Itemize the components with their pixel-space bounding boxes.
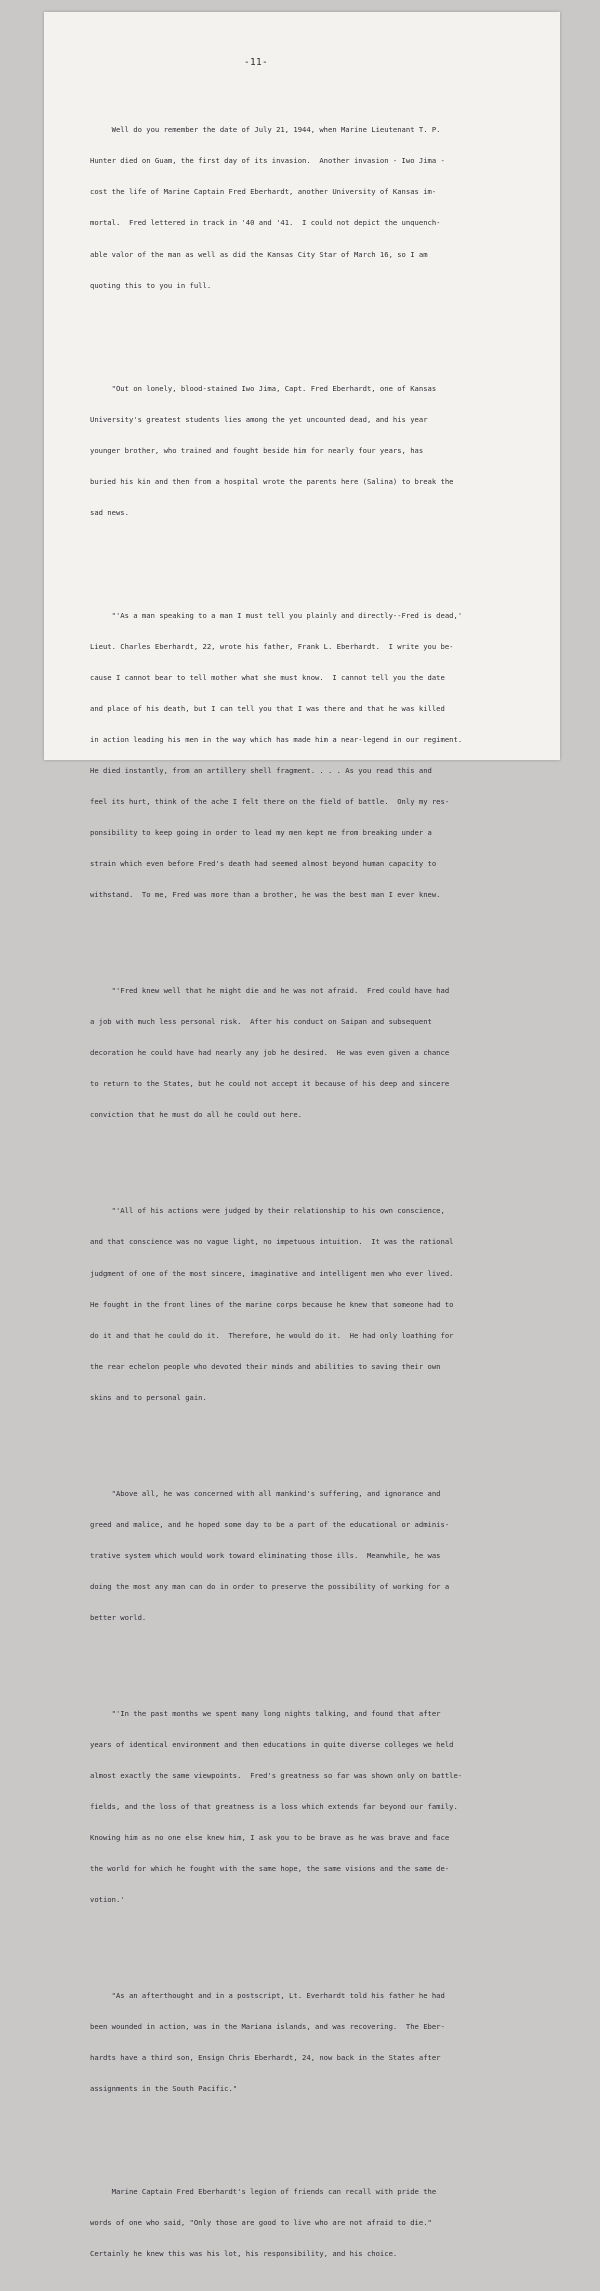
letter-body — [90, 84, 550, 2291]
text-line: Certainly he knew this was his lot, his responsibility, and his choice. — [90, 2249, 398, 2259]
paragraph-postscript — [90, 1971, 550, 2116]
text-line: "Above all, he was concerned with all mankind's suffering, and ignorance and — [90, 1488, 441, 1498]
text-line: hardts have a third son, Ensign Chris Eberhardt, 24, now back in the States after — [90, 2053, 441, 2063]
paragraph-letter-5 — [90, 1688, 550, 1926]
text-line: quoting this to you in full. — [90, 280, 212, 290]
text-line: skins and to personal gain. — [90, 1392, 207, 1402]
text-line: mortal. Fred lettered in track in '40 and '41. I could not depict the unquench- — [90, 218, 441, 228]
text-line: the rear echelon people who devoted their minds and abilities to saving their own — [90, 1361, 441, 1371]
paragraph-gap — [90, 1162, 550, 1165]
text-line: fields, and the loss of that greatness is a loss which extends far beyond our family. — [90, 1802, 458, 1812]
text-line: greed and malice, and he hoped some day to be a part of the educational or adminis- — [90, 1519, 450, 1529]
text-line: better world. — [90, 1612, 147, 1622]
text-line: Knowing him as no one else knew him, I ask you to be brave as he was brave and face — [90, 1833, 450, 1843]
text-line: buried his kin and then from a hospital wrote the parents here (Salina) to break the — [90, 476, 454, 486]
text-line: cost the life of Marine Captain Fred Eberhardt, another University of Kansas im- — [90, 187, 437, 197]
text-line: able valor of the man as well as did the Kansas City Star of March 16, so I am — [90, 249, 428, 259]
text-line: and place of his death, but I can tell you that I was there and that he was killed — [90, 703, 445, 713]
text-line: younger brother, who trained and fought beside him for nearly four years, has — [90, 445, 424, 455]
paragraph-gap — [90, 332, 550, 342]
text-line: Marine Captain Fred Eberhardt's legion of friends can recall with pride the — [90, 2187, 437, 2197]
text-line: ponsibility to keep going in order to lead my men kept me from breaking under a — [90, 828, 432, 838]
page-number: -11- — [244, 57, 269, 68]
paragraph-letter-2 — [90, 966, 550, 1142]
text-line: almost exactly the same viewpoints. Fred's greatness so far was shown only on battle- — [90, 1771, 463, 1780]
paragraph-intro — [90, 105, 550, 312]
text-line: judgment of one of the most sincere, imaginative and intelligent men who ever lived. — [90, 1268, 454, 1278]
paragraph-letter-4 — [90, 1468, 550, 1644]
text-line: withstand. To me, Fred was more than a brother, he was the best man I ever knew. — [90, 890, 441, 900]
text-line: Lieut. Charles Eberhardt, 22, wrote his father, Frank L. Eberhardt. I write you be- — [90, 641, 454, 651]
text-line: University's greatest students lies among the yet uncounted dead, and his year — [90, 414, 428, 424]
text-line: do it and that he could do it. Therefore, he would do it. He had only loathing for — [90, 1330, 454, 1340]
text-line: "'In the past months we spent many long nights talking, and found that after — [90, 1708, 441, 1718]
text-line: He fought in the front lines of the marine corps because he knew that someone had to — [90, 1299, 454, 1309]
text-line: to return to the States, but he could not accept it because of his deep and sincere — [90, 1079, 450, 1089]
text-line: doing the most any man can do in order to preserve the possibility of working for a — [90, 1581, 450, 1591]
text-line: sad news. — [90, 507, 129, 517]
text-line: and that conscience was no vague light, no impetuous intuition. It was the rational — [90, 1237, 454, 1247]
text-line: Hunter died on Guam, the first day of its invasion. Another invasion - Iwo Jima - — [90, 156, 445, 166]
text-line: "As an afterthought and in a postscript, Lt. Everhardt told his father he had — [90, 1991, 445, 2001]
text-line: the world for which he fought with the same hope, the same visions and the same de- — [90, 1864, 450, 1874]
paragraph-quote-start — [90, 363, 550, 539]
text-line: assignments in the South Pacific." — [90, 2084, 238, 2094]
paragraph-gap — [90, 1665, 550, 1668]
text-line: conviction that he must do all he could out here. — [90, 1110, 303, 1120]
paragraph-gap — [90, 2136, 550, 2146]
paragraph-gap — [90, 942, 550, 945]
text-line: trative system which would work toward eliminating those ills. Meanwhile, he was — [90, 1550, 441, 1560]
text-line: Well do you remember the date of July 21, 1944, when Marine Lieutenant T. P. — [90, 125, 441, 135]
text-line: cause I cannot bear to tell mother what she must know. I cannot tell you the date — [90, 672, 445, 682]
text-line: a job with much less personal risk. After his conduct on Saipan and subsequent — [90, 1017, 432, 1027]
text-line: words of one who said, "Only those are good to live who are not afraid to die." — [90, 2218, 432, 2228]
text-line: "'All of his actions were judged by their relationship to his own conscience, — [90, 1206, 445, 1216]
text-line: years of identical environment and then educations in quite diverse colleges we held — [90, 1739, 454, 1749]
text-line: feel its hurt, think of the ache I felt there on the field of battle. Only my res- — [90, 797, 450, 807]
paragraph-gap — [90, 559, 550, 569]
paragraph-letter-3 — [90, 1186, 550, 1424]
text-line: "Out on lonely, blood-stained Iwo Jima, Capt. Fred Eberhardt, one of Kansas — [90, 383, 437, 393]
text-line: "'Fred knew well that he might die and he was not afraid. Fred could have had — [90, 986, 450, 996]
text-line: strain which even before Fred's death had seemed almost beyond human capacity to — [90, 859, 437, 869]
paragraph-gap — [90, 1444, 550, 1447]
text-line: been wounded in action, was in the Mariana islands, and was recovering. The Eber- — [90, 2022, 445, 2032]
paragraph-letter-1 — [90, 590, 550, 921]
text-line: "'As a man speaking to a man I must tell you plainly and directly--Fred is dead,' — [90, 610, 463, 620]
text-line: He died instantly, from an artillery shell fragment. . . . As you read this and — [90, 766, 432, 775]
paragraph-closing — [90, 2167, 550, 2281]
text-line: votion.' — [90, 1895, 125, 1905]
text-line: decoration he could have had nearly any job he desired. He was even given a chance — [90, 1048, 450, 1058]
paragraph-gap — [90, 1947, 550, 1950]
text-line: in action leading his men in the way which has made him a near-legend in our regiment. — [90, 734, 463, 744]
